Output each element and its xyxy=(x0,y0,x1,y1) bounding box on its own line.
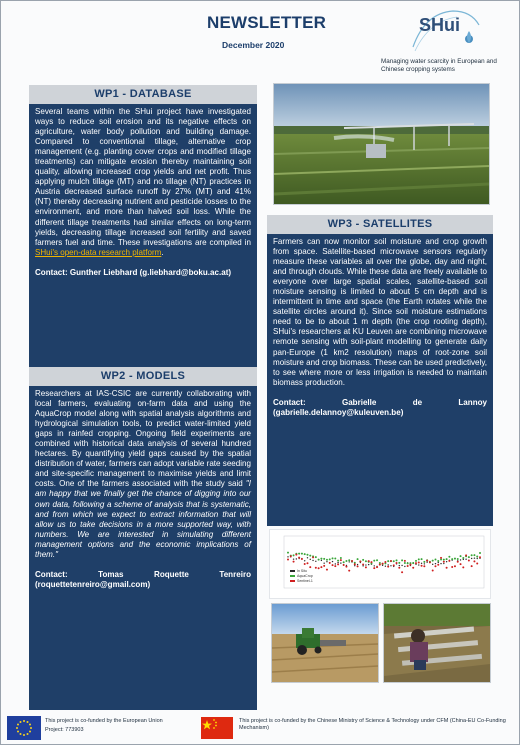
chart-point xyxy=(340,559,342,561)
chart-point xyxy=(309,566,311,568)
chart-point xyxy=(357,565,359,567)
chart-point xyxy=(440,557,442,559)
chart-point xyxy=(446,561,447,562)
wp1-section xyxy=(29,85,257,368)
wp2-body xyxy=(29,386,257,710)
chart-point xyxy=(287,552,289,554)
chart-point xyxy=(426,562,427,563)
chart-point xyxy=(310,559,311,560)
chart-point xyxy=(457,561,459,563)
china-flag-icon xyxy=(201,717,233,739)
chart-point xyxy=(345,566,347,568)
chart-point xyxy=(387,564,388,565)
chart-point xyxy=(393,564,395,566)
eu-funding-text: This project is co-funded by the European Union xyxy=(45,718,163,724)
chart-point xyxy=(379,564,381,566)
chart-point xyxy=(332,561,333,562)
newsletter-title: NEWSLETTER xyxy=(207,13,327,32)
chart-point xyxy=(298,553,300,555)
chart-point xyxy=(398,567,400,569)
chart-point xyxy=(337,560,339,562)
chart-point xyxy=(409,564,411,566)
chart-point xyxy=(401,565,402,566)
chart-point xyxy=(293,554,295,556)
chart-point xyxy=(460,555,462,557)
chart-point xyxy=(454,558,456,560)
chart-point xyxy=(421,565,423,567)
chart-point xyxy=(387,560,389,562)
chart-point xyxy=(432,569,434,571)
chart-point xyxy=(440,563,441,564)
chart-point xyxy=(451,566,453,568)
eu-funding-footer xyxy=(5,714,195,742)
chart-point xyxy=(401,559,403,561)
chart-point xyxy=(293,558,294,559)
chart-point xyxy=(443,561,445,563)
chart-point xyxy=(315,567,317,569)
chart-point xyxy=(293,561,295,563)
chart-point xyxy=(357,564,358,565)
chart-point xyxy=(415,560,417,562)
chart-point xyxy=(399,565,400,566)
chart-point xyxy=(318,567,320,569)
chart-point xyxy=(343,564,345,566)
wp3-body xyxy=(267,234,493,526)
chart-point xyxy=(343,561,345,563)
chart-point xyxy=(462,557,464,559)
chart-point xyxy=(304,560,305,561)
chart-point xyxy=(465,559,466,560)
logo-wordmark: SHui xyxy=(419,15,461,35)
chart-point xyxy=(320,566,322,568)
chart-point xyxy=(390,560,392,562)
chart-point xyxy=(476,563,478,565)
chart-point xyxy=(387,566,389,568)
chart-point xyxy=(315,556,317,558)
chart-point xyxy=(326,561,327,562)
chart-point xyxy=(401,571,403,573)
eu-flag-icon xyxy=(7,716,41,740)
wp2-text: Researchers at IAS-CSIC are currently collaborating with local farmers, evaluating on-farm data and using the AquaCrop model along with spatial analysis algorithms and hydrological simulation tools, to predict water-limited yield gaps in rainfed cropping. Ongoing field experiments are combined with historical data analysis of several hundred hectares. By quantifying yield gaps caused by the spatial distribution of water, farmers can adopt variable rate seeding and site-specific management to maximise yields and limit costs. One of the farmers associated with the study said xyxy=(35,389,251,489)
chart-point xyxy=(477,558,478,559)
wp2-section xyxy=(29,367,257,710)
chart-point xyxy=(295,554,297,556)
chart-point xyxy=(329,558,331,560)
chart-point xyxy=(415,562,417,564)
wp3-contact: Contact: Gabrielle de Lannoy (gabrielle.delannoy@kuleuven.be) xyxy=(273,397,487,417)
chart-point xyxy=(301,558,303,560)
chart-point xyxy=(432,564,433,565)
chart-point xyxy=(345,560,347,562)
chart-point xyxy=(448,556,450,558)
eu-project-number: Project: 773903 xyxy=(45,727,84,733)
chart-point xyxy=(312,556,314,558)
chart-point xyxy=(376,559,378,561)
chart-point xyxy=(412,567,414,569)
legend-swatch xyxy=(290,575,295,577)
chart-point xyxy=(393,560,395,562)
chart-point xyxy=(451,558,453,560)
chart-point xyxy=(471,558,472,559)
chart-point xyxy=(354,565,355,566)
chart-point xyxy=(396,559,398,561)
chart-point xyxy=(365,560,367,562)
chart-point xyxy=(368,564,369,565)
chart-point xyxy=(365,566,367,568)
chart-point xyxy=(462,566,464,568)
chart-point xyxy=(448,560,450,562)
chart-point xyxy=(465,554,467,556)
chart-point xyxy=(418,558,420,560)
wp1-heading: WP1 - DATABASE xyxy=(29,85,257,104)
chart-point xyxy=(306,562,308,564)
chart-point xyxy=(323,565,325,567)
wp1-text: Several teams within the SHui project have investigated ways to reduce soil erosion and its negative effects on agriculture, water body pollution and building damage. Compared to conventional tillage, alternative crop management (e.g. planting cover crops and modified tillage treatments) can mitigate erosion thereby maintaining soil quality, allowing increased crop yields and net profit. Thus applying mulch tillage (MT) and no tillage (NT) practices in Austria decreased surface runoff by 27% (MT) and 41% (NT) thereby decreasing nutrient and pesticide losses to the environment, and more than halved soil loss. While the different tillage treatments had similar effects on long-term yields, decreasing tillage increased soil fertility and saved farmers fuel and time. These investigations are compiled in xyxy=(35,107,251,247)
chart-point xyxy=(348,559,350,561)
chart-point xyxy=(373,567,375,569)
legend-label: AquaCrop xyxy=(297,574,313,578)
chart-point xyxy=(340,562,341,563)
chart-point xyxy=(348,570,350,572)
newsletter-date: December 2020 xyxy=(222,40,285,50)
chart-point xyxy=(438,562,439,563)
chart-point xyxy=(396,562,398,564)
chart-point xyxy=(446,567,448,569)
chart-point xyxy=(296,558,297,559)
chart-point xyxy=(443,563,444,564)
chart-point xyxy=(460,563,462,565)
chart-point xyxy=(329,562,331,564)
chart-point xyxy=(423,565,425,567)
chart-point xyxy=(404,566,405,567)
chart-point xyxy=(423,561,425,563)
chart-point xyxy=(426,560,428,562)
chart-point xyxy=(421,563,422,564)
chart-point xyxy=(340,557,342,559)
chart-point xyxy=(374,565,375,566)
chart-point xyxy=(354,563,356,565)
chart-point xyxy=(335,563,336,564)
chart-point xyxy=(306,554,308,556)
chart-point xyxy=(468,560,470,562)
chart-point xyxy=(446,558,448,560)
chart-point xyxy=(398,562,400,564)
chart-point xyxy=(435,563,436,564)
chart-point xyxy=(362,563,364,565)
china-funding-text: This project is co-funded by the Chinese Ministry of Science & Technology under CFM (China-EU Co-Funding Mechanism) xyxy=(239,718,506,731)
chart-point xyxy=(429,561,431,563)
chart-point xyxy=(382,563,384,565)
soil-moisture-chart xyxy=(269,529,491,599)
wp2-contact: Contact: Tomas Roquette Tenreiro (roquettetenreiro@gmail.com) xyxy=(35,569,251,589)
soil-sampling-photo xyxy=(383,603,491,683)
chart-point xyxy=(432,560,434,562)
chart-point xyxy=(362,559,364,561)
chart-point xyxy=(418,564,419,565)
chart-point xyxy=(468,556,470,558)
chart-point xyxy=(370,561,372,563)
chart-point xyxy=(424,563,425,564)
chart-point xyxy=(309,555,311,557)
chart-point xyxy=(337,562,338,563)
wp1-body: Several teams within the SHui project have investigated ways to reduce soil erosion and its negative effects on agriculture, water body pollution and building damage. Compared to conventional tillage, alternative crop management (e.g. planting cover crops and modified tillage treatments) can mitigate erosion thereby maintaining soil quality, allowing increased crop yields and net profit. Thus applying mulch tillage (MT) and no tillage (NT) practices in Austria decreased surface runoff by 27% (MT) and 41% (NT) thereby decreasing nutrient and pesticide losses to the environment, and more than halved soil loss. While the different tillage treatments had similar effects on long-term yields, decreasing tillage increased soil fertility and saved farmers fuel and time. These investigations are compiled in SHui's open-data research platform. Contact: Gunther Liebhard (g.liebhard@boku.ac.at) xyxy=(29,104,257,368)
chart-point xyxy=(418,561,420,563)
chart-point xyxy=(307,557,308,558)
chart-point xyxy=(323,558,325,560)
legend-label: Sentinel-1 xyxy=(297,579,313,583)
chart-point xyxy=(323,562,324,563)
open-data-platform-link[interactable]: SHui's open-data research platform xyxy=(35,247,162,257)
chart-point xyxy=(368,560,370,562)
chart-point xyxy=(434,558,436,560)
chart-point xyxy=(471,565,473,567)
chart-point xyxy=(315,561,316,562)
chart-point xyxy=(320,558,322,560)
chart-point xyxy=(321,560,322,561)
chart-point xyxy=(359,560,361,562)
chart-point xyxy=(349,561,350,562)
chart-point xyxy=(473,560,475,562)
chart-point xyxy=(318,559,320,561)
wp3-text: Farmers can now monitor soil moisture and crop growth from space. Satellite-based microwave sensors regularly measure these variables all over the globe, day and night, and through clouds. While these data are freely available to everyone over large spatial scales, satellite-based soil moisture sensing is limited to about 5 cm depth and is intermittent in time and space (the Earth rotates while the satellite circles around it). Since soil moisture estimations need to be to about 1 m depth (the crop rooting depth), SHui's researchers at KU Leuven are combining microwave remote sensing with soil-plant modelling to generate daily pan-Europe (1 km2 resolution) maps of root-zone soil moisture and crop biomass. These can be used predictively, to see where more or less irrigation is needed to maintain biomass production. xyxy=(273,237,487,387)
legend-label: In Situ xyxy=(297,569,307,573)
chart-point xyxy=(390,565,391,566)
chart-point xyxy=(476,555,478,557)
chart-point xyxy=(471,554,473,556)
chart-point xyxy=(434,565,436,567)
chart-point xyxy=(365,564,366,565)
chart-point xyxy=(404,562,406,564)
chart-point xyxy=(376,566,378,568)
chart-point xyxy=(454,565,456,567)
chart-point xyxy=(298,557,300,559)
chart-point xyxy=(351,560,353,562)
farmer-quote: "I am happy that we finally get the chance of digging into our own data, following a scheme of analysis that is systematic, and from which we expect to extract information that will allow us to take decisions in a more supported way, with numbers. We are interested in simulating different management options and the economic implications of them." xyxy=(35,479,251,559)
chart-point xyxy=(437,560,439,562)
chart-point xyxy=(332,564,334,566)
chart-point xyxy=(287,558,289,560)
china-funding-footer xyxy=(201,714,517,742)
chart-point xyxy=(312,560,313,561)
chart-point xyxy=(334,557,336,559)
wp2-heading: WP2 - MODELS xyxy=(29,367,257,386)
chart-point xyxy=(304,563,306,565)
chart-point xyxy=(384,561,386,563)
chart-point xyxy=(443,559,445,561)
legend-swatch xyxy=(290,580,295,582)
chart-point xyxy=(479,552,481,554)
irrigation-field-photo xyxy=(273,83,490,205)
chart-point xyxy=(407,565,409,567)
chart-point xyxy=(373,560,375,562)
wp3-section xyxy=(267,215,493,526)
tractor-field-photo xyxy=(271,603,379,683)
chart-point xyxy=(479,556,481,558)
legend-swatch xyxy=(290,570,295,572)
chart-point xyxy=(301,553,303,555)
chart-point xyxy=(474,557,475,558)
chart-point xyxy=(304,553,306,555)
tagline: Managing water scarcity in European and Chinese cropping systems xyxy=(381,58,497,73)
chart-point xyxy=(437,564,439,566)
chart-point xyxy=(457,558,459,560)
chart-point xyxy=(404,560,406,562)
chart-point xyxy=(412,562,414,564)
chart-point xyxy=(287,556,288,557)
chart-point xyxy=(357,558,359,560)
chart-point xyxy=(326,559,328,561)
chart-point xyxy=(421,558,423,560)
chart-point xyxy=(337,563,339,565)
chart-point xyxy=(326,569,328,571)
chart-point xyxy=(332,557,334,559)
chart-point xyxy=(385,566,386,567)
chart-point xyxy=(473,554,475,556)
chart-point xyxy=(407,562,409,564)
chart-point xyxy=(460,559,461,560)
wp1-contact: Contact: Gunther Liebhard (g.liebhard@boku.ac.at) xyxy=(35,267,232,277)
chart-point xyxy=(290,555,292,557)
chart-point xyxy=(334,565,336,567)
wp3-heading: WP3 - SATELLITES xyxy=(267,215,493,234)
